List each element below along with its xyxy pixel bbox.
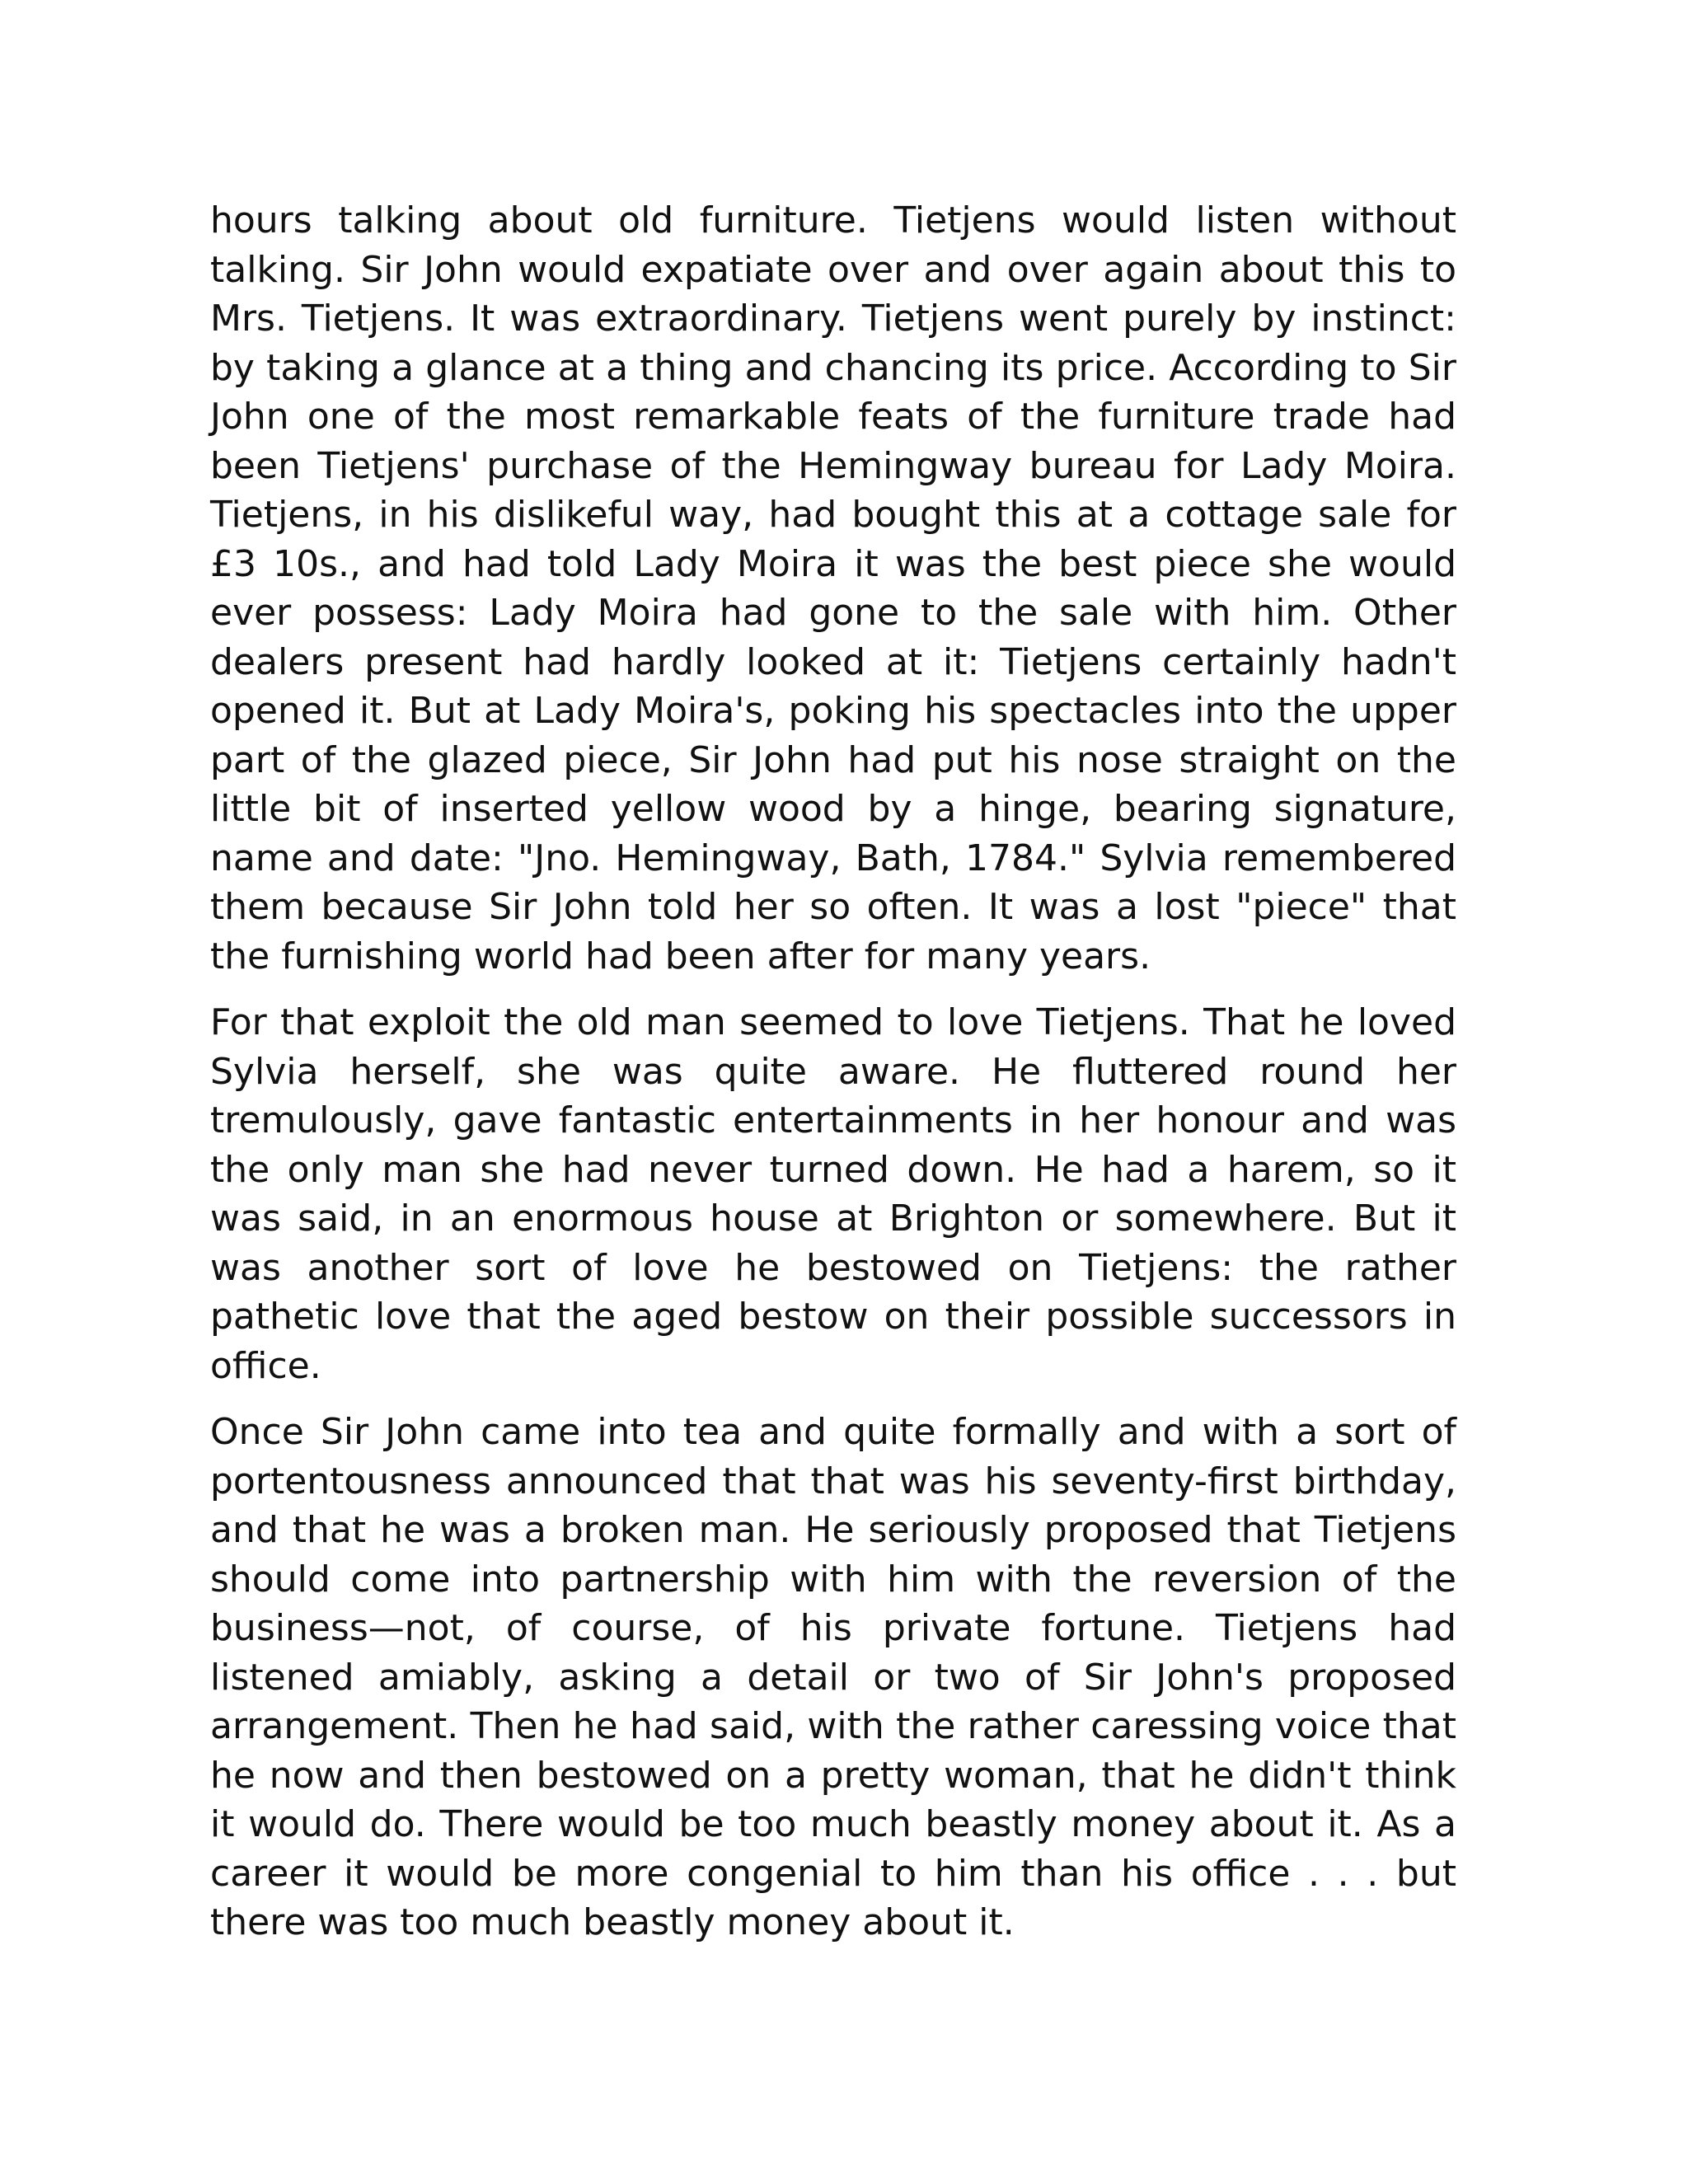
- body-text: [210, 196, 1456, 1965]
- paragraph-1: hours talking about old furniture. Tietjens would listen without talking. Sir John would expatiate over and over again about this to Mrs. Tietjens. It was extraordinary. Tietjens went purely by instinct: by taking a glance at a thing and chancing its price. According to Sir John one of the most remarkable feats of the furniture trade had been Tietjens' purchase of the Hemingway bureau for Lady Moira. Tietjens, in his dislikeful way, had bought this at a cottage sale for £3 10s., and had told Lady Moira it was the best piece she would ever possess: Lady Moira had gone to the sale with him. Other dealers present had hardly looked at it: Tietjens certainly hadn't opened it. But at Lady Moira's, poking his spectacles into the upper part of the glazed piece, Sir John had put his nose straight on the little bit of inserted yellow wood by a hinge, bearing signature, name and date: "Jno. Hemingway, Bath, 1784." Sylvia remembered them because Sir John told her so often. It was a lost "piece" that the furnishing world had been after for many years.: [210, 199, 1456, 977]
- paragraph-3: Once Sir John came into tea and quite formally and with a sort of portentousness announced that that was his seventy-first birthday, and that he was a broken man. He seriously proposed that Tietjens should come into partnership with him with the reversion of the business—not, of course, of his private fortune. Tietjens had listened amiably, asking a detail or two of Sir John's proposed arrangement. Then he had said, with the rather caressing voice that he now and then bestowed on a pretty woman, that he didn't think it would do. There would be too much beastly money about it. As a career it would be more congenial to him than his office . . . but there was too much beastly money about it.: [210, 1411, 1456, 1943]
- paragraph-2: For that exploit the old man seemed to love Tietjens. That he loved Sylvia herself, she was quite aware. He fluttered round her tremulously, gave fantastic entertainments in her honour and was the only man she had never turned down. He had a harem, so it was said, in an enormous house at Brighton or somewhere. But it was another sort of love he bestowed on Tietjens: the rather pathetic love that the aged bestow on their possible successors in office.: [210, 1001, 1456, 1387]
